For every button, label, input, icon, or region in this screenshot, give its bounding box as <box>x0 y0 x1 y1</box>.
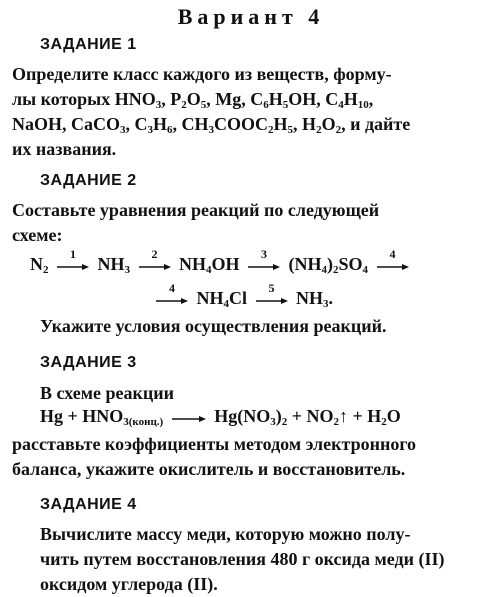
task2-line2: схеме: <box>12 225 63 245</box>
species-nh3: $NH_3$ <box>97 254 130 276</box>
task2-conditions: Укажите условия осуществления реакций. <box>40 316 387 336</box>
formula-p2o5: $P_2O_5$ <box>170 89 207 111</box>
task2-heading: ЗАДАНИЕ 2 <box>40 172 137 189</box>
arrow-4b: 4 <box>156 291 188 305</box>
reactants: Hg + HNO <box>40 406 124 426</box>
task4-line3: оксидом углерода (II). <box>40 574 218 594</box>
task3-line1: расставьте коэффициенты методом электронного <box>12 434 417 454</box>
reaction-arrow <box>172 409 206 423</box>
task4-heading: ЗАДАНИЕ 4 <box>40 496 137 513</box>
species-nh4oh: $NH_4OH$ <box>179 254 240 276</box>
task2-text <box>12 198 490 248</box>
redox-equation: $Hg + HNO_{3(конц.)}$ $Hg(NO_3)_2$ + $NO_2↑ + H_2O$ <box>40 406 401 428</box>
task1-line4: их названия. <box>12 139 117 159</box>
formula-ester: $CH_3COOC_2H_5$ <box>181 114 294 136</box>
formula-h2o2: $H_2O_2$ <box>302 114 342 136</box>
task3-heading: ЗАДАНИЕ 3 <box>40 354 137 371</box>
reaction-scheme-line1 <box>30 247 413 276</box>
reaction-scheme-line2 <box>152 281 333 310</box>
task3-intro: В схеме реакции <box>40 383 175 403</box>
formula-c6h5oh: $C_6H_5OH$ <box>250 89 317 111</box>
task4-line1: Вычислите массу меди, которую можно полу- <box>40 524 411 544</box>
formula-c4h10: $C_4H_{10}$ <box>325 89 369 111</box>
formula-hno3: $HNO_3$ <box>114 89 162 111</box>
arrow-5: 5 <box>256 291 288 305</box>
species-nh3-end: $NH_3$. <box>296 288 333 310</box>
arrow-1: 1 <box>57 257 89 271</box>
arrow-2: 2 <box>139 257 171 271</box>
task1-prefix: лы которых <box>12 89 115 109</box>
task3-line2: баланса, укажите окислитель и восстановитель. <box>12 459 406 479</box>
task1-line2: лы которых $HNO_3$, $P_2O_5$, Mg, $C_6H_5OH$, $C_4H_{10}$, <box>12 89 374 111</box>
task1-line3: NaOH, CaCO$_3$, $C_3H_6$, $CH_3COOC_2H_5$, $H_2O_2$, и дайте <box>12 114 411 136</box>
formula-mg: Mg <box>215 89 242 109</box>
product-hg-nitrate: Hg(NO <box>214 406 271 426</box>
task1-tail: и дайте <box>350 114 411 134</box>
task3-text <box>12 432 490 482</box>
formula-c3h6: $C_3H_6$ <box>134 114 173 136</box>
task4-line2: чить путем восстановления 480 г оксида меди (II) <box>40 549 445 569</box>
variant-title: Вариант 4 <box>177 4 325 29</box>
task4-text <box>40 522 490 597</box>
formula-naoh: NaOH <box>12 114 63 134</box>
concentrated-label: 3(конц.) <box>123 416 164 428</box>
product-water: + H <box>347 406 382 426</box>
task1-heading: ЗАДАНИЕ 1 <box>40 36 137 53</box>
arrow-3: 3 <box>248 257 280 271</box>
product-no2: + NO <box>287 406 334 426</box>
gas-arrow-icon: ↑ <box>338 406 348 426</box>
formula-caco3: CaCO$_3$ <box>71 114 126 136</box>
species-n2: $N_2$ <box>30 254 49 276</box>
arrow-4a: 4 <box>377 257 409 271</box>
species-nh4cl: $NH_4Cl$ <box>196 288 247 310</box>
task1-text <box>12 62 490 162</box>
task2-line1: Составьте уравнения реакций по следующей <box>12 200 380 220</box>
species-nh4-2so4: $(NH_4)_2SO_4$ <box>288 254 369 276</box>
task1-line1: Определите класс каждого из веществ, форму- <box>12 64 392 84</box>
